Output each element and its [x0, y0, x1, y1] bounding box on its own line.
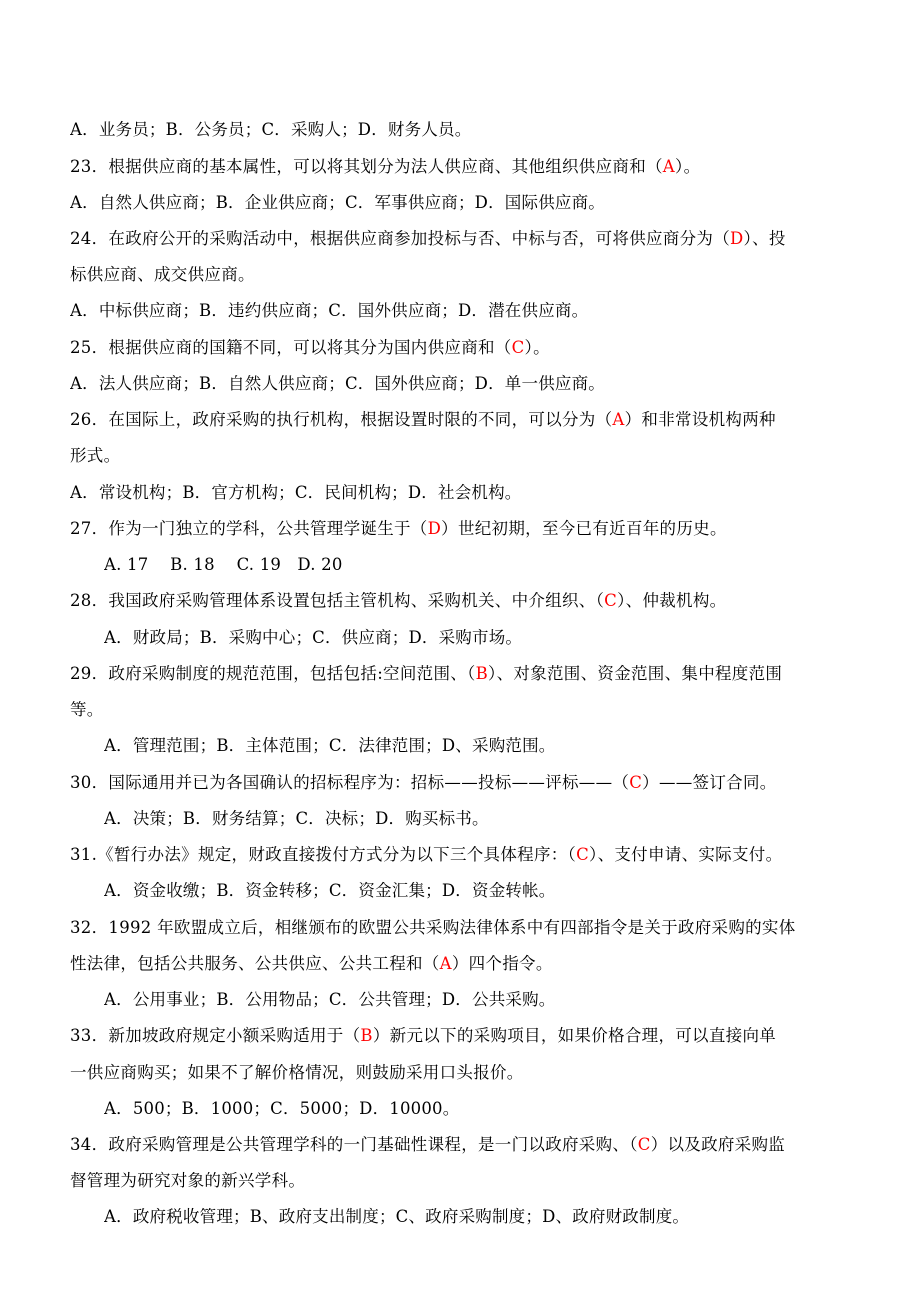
question-text: 24．在政府公开的采购活动中，根据供应商参加投标与否、中标与否，可将供应商分为（ — [70, 229, 730, 248]
question-30 — [70, 771, 860, 795]
question-text: 29．政府采购制度的规范范围，包括包括:空间范围、（ — [70, 664, 476, 683]
question-text: ）、仲裁机构。 — [617, 591, 727, 610]
question-continuation: 一供应商购买；如果不了解价格情况，则鼓励采用口头报价。 — [70, 1063, 524, 1082]
answer-mark: A — [612, 410, 625, 429]
question-25 — [70, 336, 860, 360]
question-continuation: 等。 — [70, 700, 104, 719]
question-text: 31.《暂行办法》规定，财政直接拨付方式分为以下三个具体程序：（ — [70, 845, 577, 864]
question-text: ）世纪初期，至今已有近百年的历史。 — [441, 519, 727, 538]
answer-mark: C — [511, 338, 525, 357]
question-26 — [70, 408, 860, 432]
question-text: ）、支付申请、实际支付。 — [589, 845, 783, 864]
question-29 — [70, 662, 860, 686]
question-text: ）——签订合同。 — [642, 773, 777, 792]
question-text: ）。 — [524, 338, 550, 357]
question-28 — [70, 589, 860, 613]
question-continuation: 形式。 — [70, 446, 121, 465]
question-24 — [70, 227, 860, 251]
option-line: A．常设机构；B．官方机构；C．民间机构；D．社会机构。 — [70, 483, 522, 502]
question-text: ）和非常设机构两种 — [624, 410, 776, 429]
answer-mark: A — [662, 157, 676, 176]
question-text: 34．政府采购管理是公共管理学科的一门基础性课程，是一门以政府采购、（ — [70, 1135, 638, 1154]
question-text: ）以及政府采购监 — [650, 1135, 786, 1154]
question-text: 30．国际通用并已为各国确认的招标程序为：招标——投标——评标——（ — [70, 773, 630, 792]
option-line: A．法人供应商；B．自然人供应商；C．国外供应商；D．单一供应商。 — [70, 374, 605, 393]
option-line: A．业务员；B．公务员；C．采购人；D．财务人员。 — [70, 120, 472, 139]
answer-mark: B — [360, 1026, 373, 1045]
question-text: 26．在国际上，政府采购的执行机构，根据设置时限的不同，可以分为（ — [70, 410, 613, 429]
question-text: 27．作为一门独立的学科，公共管理学诞生于（ — [70, 519, 428, 538]
question-33 — [70, 1024, 860, 1048]
question-text: 28．我国政府采购管理体系设置包括主管机构、采购机关、中介组织、（ — [70, 591, 605, 610]
option-line: A．公用事业；B．公用物品；C．公共管理；D．公共采购。 — [104, 990, 556, 1009]
question-text: 33．新加坡政府规定小额采购适用于（ — [70, 1026, 361, 1045]
question-34 — [70, 1133, 860, 1157]
answer-mark: C — [576, 845, 590, 864]
question-text: 性法律，包括公共服务、公共供应、公共工程和（ — [70, 954, 440, 973]
option-line: A．资金收缴；B．资金转移；C．资金汇集；D．资金转帐。 — [104, 881, 556, 900]
answer-mark: C — [604, 591, 618, 610]
answer-mark: C — [637, 1135, 651, 1154]
question-text: ）四个指令。 — [451, 954, 553, 973]
option-line: A．决策；B．财务结算；C．决标；D．购买标书。 — [104, 809, 489, 828]
option-line: A．管理范围；B．主体范围；C．法律范围；D、采购范围。 — [104, 736, 556, 755]
answer-mark: B — [475, 664, 489, 683]
option-line: A．政府税收管理；B、政府支出制度；C、政府采购制度；D、政府财政制度。 — [104, 1207, 690, 1226]
question-text: ）、投 — [743, 229, 786, 248]
question-text: ）。 — [675, 157, 701, 176]
question-continuation: 标供应商、成交供应商。 — [70, 265, 255, 284]
option-line: A．财政局；B．采购中心；C．供应商；D．采购市场。 — [104, 628, 523, 647]
question-text: 25．根据供应商的国籍不同，可以将其分为国内供应商和（ — [70, 338, 512, 357]
option-line: A．自然人供应商；B．企业供应商；C．军事供应商；D．国际供应商。 — [70, 193, 605, 212]
question-23 — [70, 155, 860, 179]
question-continuation — [70, 952, 860, 976]
option-line: A．中标供应商；B．违约供应商；C．国外供应商；D．潜在供应商。 — [70, 301, 589, 320]
question-27 — [70, 517, 860, 541]
question-text: ）、对象范围、资金范围、集中程度范围 — [488, 664, 783, 683]
question-continuation: 督管理为研究对象的新兴学科。 — [70, 1171, 306, 1190]
answer-mark: D — [730, 229, 744, 248]
option-line: A．500；B．1000；C．5000；D．10000。 — [104, 1099, 460, 1118]
option-line: A. 17 B. 18 C. 19 D. 20 — [104, 555, 343, 574]
answer-mark: A — [439, 954, 452, 973]
answer-mark: C — [629, 773, 643, 792]
question-text: 23．根据供应商的基本属性，可以将其划分为法人供应商、其他组织供应商和（ — [70, 157, 663, 176]
question-text: ）新元以下的采购项目，如果价格合理，可以直接向单 — [372, 1026, 777, 1045]
question-32: 32．1992 年欧盟成立后，相继颁布的欧盟公共采购法律体系中有四部指令是关于政府采购的实体 — [70, 918, 796, 937]
answer-mark: D — [427, 519, 442, 538]
question-31 — [70, 843, 860, 867]
